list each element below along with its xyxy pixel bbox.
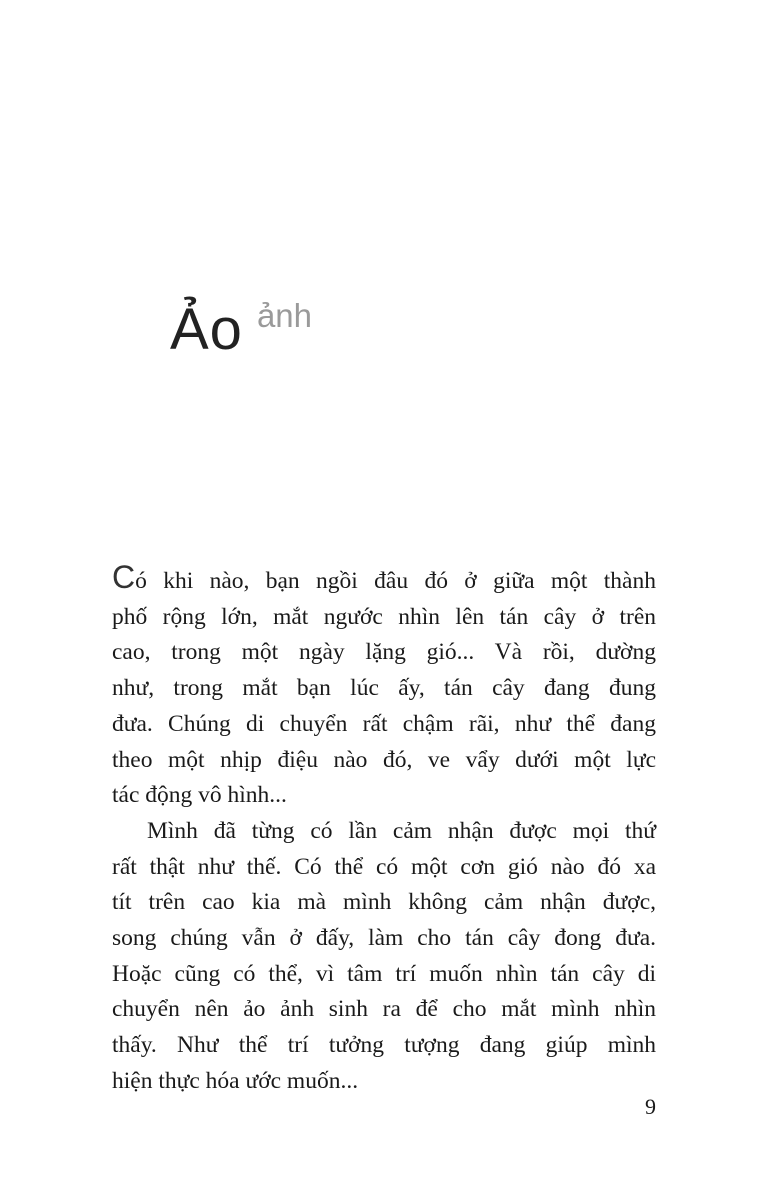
text-line: song chúng vẫn ở đấy, làm cho tán cây đong đưa. xyxy=(112,925,656,952)
chapter-title-sub: ảnh xyxy=(256,297,313,334)
text-line: như, trong mắt bạn lúc ấy, tán cây đang đung xyxy=(112,675,656,702)
drop-cap: C xyxy=(112,559,136,595)
text-line: tít trên cao kia mà mình không cảm nhận được, xyxy=(112,889,656,916)
text-line: Mình đã từng có lần cảm nhận được mọi thứ xyxy=(147,817,656,844)
text-line: rất thật như thế. Có thể có một cơn gió nào đó xa xyxy=(112,853,656,880)
paragraph-1 xyxy=(112,560,656,814)
paragraph-2 xyxy=(112,814,656,1100)
text-line xyxy=(112,560,656,600)
text-line: Hoặc cũng có thể, vì tâm trí muốn nhìn tán cây di xyxy=(112,960,656,987)
text-line-content: ó khi nào, bạn ngồi đâu đó ở giữa một thành xyxy=(135,568,656,594)
body-text xyxy=(112,560,656,1100)
text-line: hiện thực hóa ước muốn... xyxy=(112,1067,359,1094)
text-line: chuyển nên ảo ảnh sinh ra để cho mắt mình nhìn xyxy=(112,996,656,1023)
text-line: cao, trong một ngày lặng gió... Và rồi, dường xyxy=(112,639,656,666)
page-number: 9 xyxy=(645,1094,656,1119)
text-line: theo một nhịp điệu nào đó, ve vẩy dưới một lực xyxy=(112,746,656,773)
text-line: đưa. Chúng di chuyển rất chậm rãi, như thể đang xyxy=(112,710,656,737)
chapter-title-main: Ảo xyxy=(170,297,243,362)
text-line: tác động vô hình... xyxy=(112,782,287,809)
chapter-title xyxy=(170,296,312,363)
text-line: phố rộng lớn, mắt ngước nhìn lên tán cây ở trên xyxy=(112,603,656,630)
text-line: thấy. Như thể trí tưởng tượng đang giúp mình xyxy=(112,1032,656,1059)
